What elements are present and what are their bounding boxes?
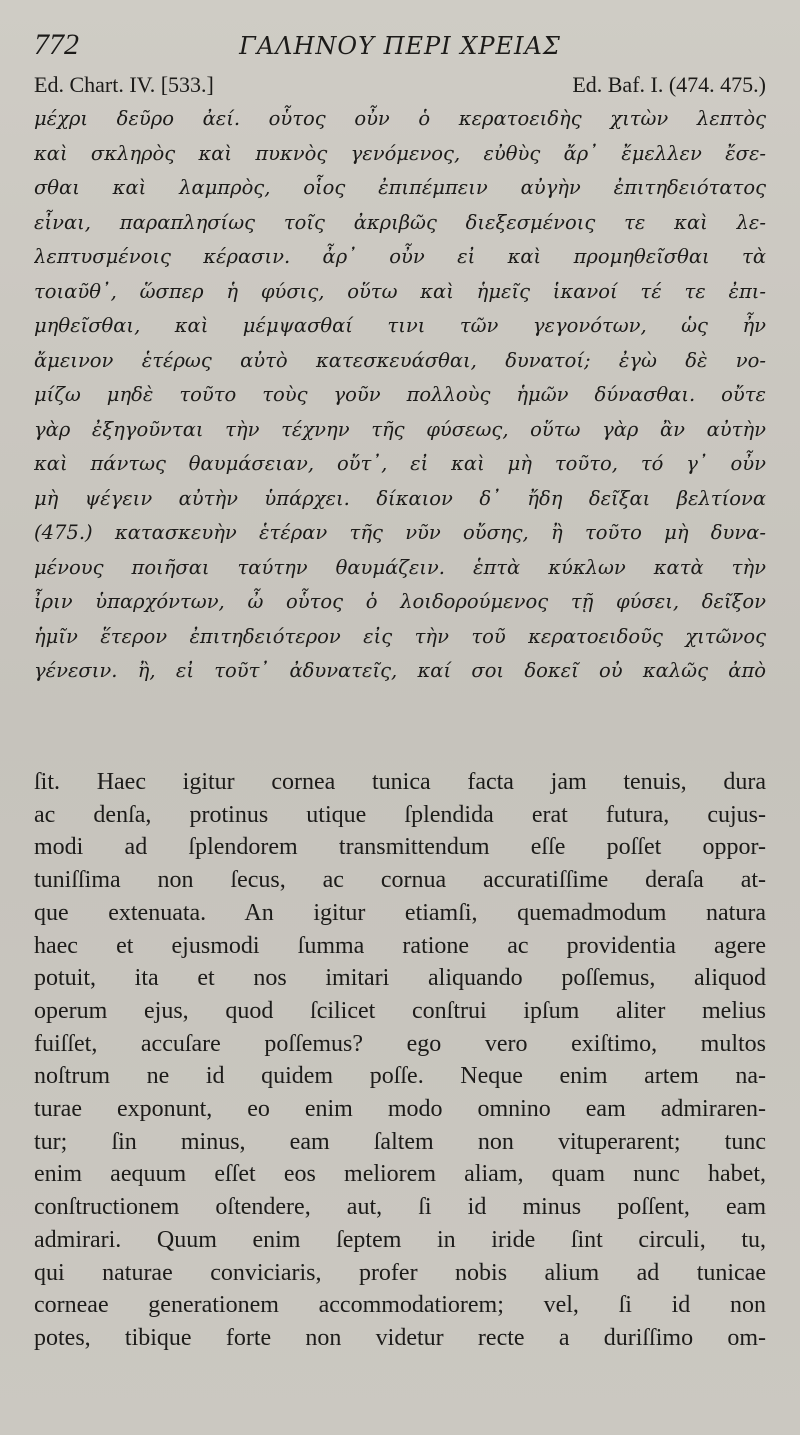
edition-basel-ref: Ed. Baf. I. (474. 475.) <box>572 72 766 97</box>
greek-line: μίζω μηδὲ τοῦτο τοὺς γοῦν πολλοὺς ἡμῶν δύνασθαι. οὔτε <box>34 383 766 406</box>
latin-line: qui naturae conviciaris, profer nobis alium ad tunicae <box>34 1259 766 1286</box>
latin-line: ſit. Haec igitur cornea tunica facta jam tenuis, dura <box>34 769 766 795</box>
latin-line: corneae generationem accommodatiorem; vel, ſi id non <box>34 1292 766 1319</box>
latin-line: que extenuata. An igitur etiamſi, quemadmodum natura <box>34 899 766 926</box>
latin-line: conſtructionem oſtendere, aut, ſi id minus poſſent, eam <box>34 1194 766 1221</box>
latin-line: enim aequum eſſet eos meliorem aliam, quam nunc habet, <box>34 1161 766 1188</box>
greek-line: μὴ ψέγειν αὐτὴν ὑπάρχει. δίκαιον δ᾽ ἤδη δεῖξαι βελτίονα <box>34 486 766 510</box>
latin-line: tur; ſin minus, eam ſaltem non vituperarent; tunc <box>34 1128 766 1155</box>
greek-line: λεπτυσμένοις κέρασιν. ἆρ᾽ οὖν εἰ καὶ προμηθεῖσθαι τὰ <box>34 245 766 268</box>
latin-line: turae exponunt, eo enim modo omnino eam admiraren- <box>34 1096 766 1123</box>
latin-line: ac denſa, protinus utique ſplendida erat futura, cujus- <box>34 801 766 828</box>
latin-line: potuit, ita et nos imitari aliquando poſſemus, aliquod <box>34 965 766 992</box>
page-header <box>34 28 766 68</box>
greek-line: τοιαῦθ᾽, ὥσπερ ἡ φύσις, οὕτω καὶ ἡμεῖς ἱκανοί τέ τε ἐπι- <box>34 279 766 303</box>
greek-line: καὶ σκληρὸς καὶ πυκνὸς γενόμενος, εὐθὺς ἄρ᾽ ἔμελλεν ἔσε- <box>34 141 766 165</box>
greek-line: μένους ποιῆσαι ταύτην θαυμάζειν. ἑπτὰ κύκλων κατὰ τὴν <box>34 555 766 579</box>
latin-line: modi ad ſplendorem transmittendum eſſe poſſet oppor- <box>34 834 766 861</box>
page-number: 772 <box>34 28 79 61</box>
running-title: ΓΑΛΗΝΟΥ ΠΕΡΙ ΧΡΕΙΑΣ <box>239 32 561 60</box>
greek-line: καὶ πάντως θαυμάσειαν, οὔτ᾽, εἰ καὶ μὴ τοῦτο, τό γ᾽ οὖν <box>34 452 766 475</box>
greek-line: μηθεῖσθαι, καὶ μέμψασθαί τινι τῶν γεγονότων, ὡς ἦν <box>34 314 766 337</box>
greek-line: (475.) κατασκευὴν ἑτέραν τῆς νῦν οὔσης, ἢ τοῦτο μὴ δυνα- <box>34 521 766 544</box>
edition-references <box>34 68 766 102</box>
latin-text-block <box>34 766 766 1355</box>
latin-line: haec et ejusmodi ſumma ratione ac providentia agere <box>34 932 766 959</box>
edition-chartier-ref: Ed. Chart. IV. [533.] <box>34 72 214 97</box>
latin-line: noſtrum ne id quidem poſſe. Neque enim artem na- <box>34 1063 766 1090</box>
latin-line: potes, tibique forte non videtur recte a duriſſimo om- <box>34 1324 766 1351</box>
greek-line: ἡμῖν ἕτερον ἐπιτηδειότερον εἰς τὴν τοῦ κερατοειδοῦς χιτῶνος <box>34 624 766 648</box>
latin-line: tuniſſima non ſecus, ac cornua accuratiſſime deraſa at- <box>34 867 766 894</box>
latin-line: fuiſſet, accuſare poſſemus? ego vero exiſtimo, multos <box>34 1030 766 1057</box>
greek-line: μέχρι δεῦρο ἀεί. οὗτος οὖν ὁ κερατοειδὴς χιτὼν λεπτὸς <box>34 107 766 130</box>
latin-line: admirari. Quum enim ſeptem in iride ſint circuli, tu, <box>34 1226 766 1253</box>
latin-line: operum ejus, quod ſcilicet conſtrui ipſum aliter melius <box>34 997 766 1024</box>
greek-line: ἶριν ὑπαρχόντων, ὦ οὗτος ὁ λοιδορούμενος τῇ φύσει, δεῖξον <box>34 590 766 613</box>
greek-line: εἶναι, παραπλησίως τοῖς ἀκριβῶς διεξεσμένοις τε καὶ λε- <box>34 210 766 234</box>
greek-line: σθαι καὶ λαμπρὸς, οἷος ἐπιπέμπειν αὐγὴν ἐπιτηδειότατος <box>34 176 766 199</box>
greek-line: γένεσιν. ἢ, εἰ τοῦτ᾽ ἀδυνατεῖς, καί σοι δοκεῖ οὐ καλῶς ἀπὸ <box>34 659 766 682</box>
greek-text-block <box>34 102 766 689</box>
greek-line: γὰρ ἐξηγοῦνται τὴν τέχνην τῆς φύσεως, οὕτω γὰρ ἂν αὐτὴν <box>34 417 766 441</box>
greek-line: ἄμεινον ἑτέρως αὐτὸ κατεσκευάσθαι, δυνατοί; ἐγὼ δὲ νο- <box>34 348 766 372</box>
